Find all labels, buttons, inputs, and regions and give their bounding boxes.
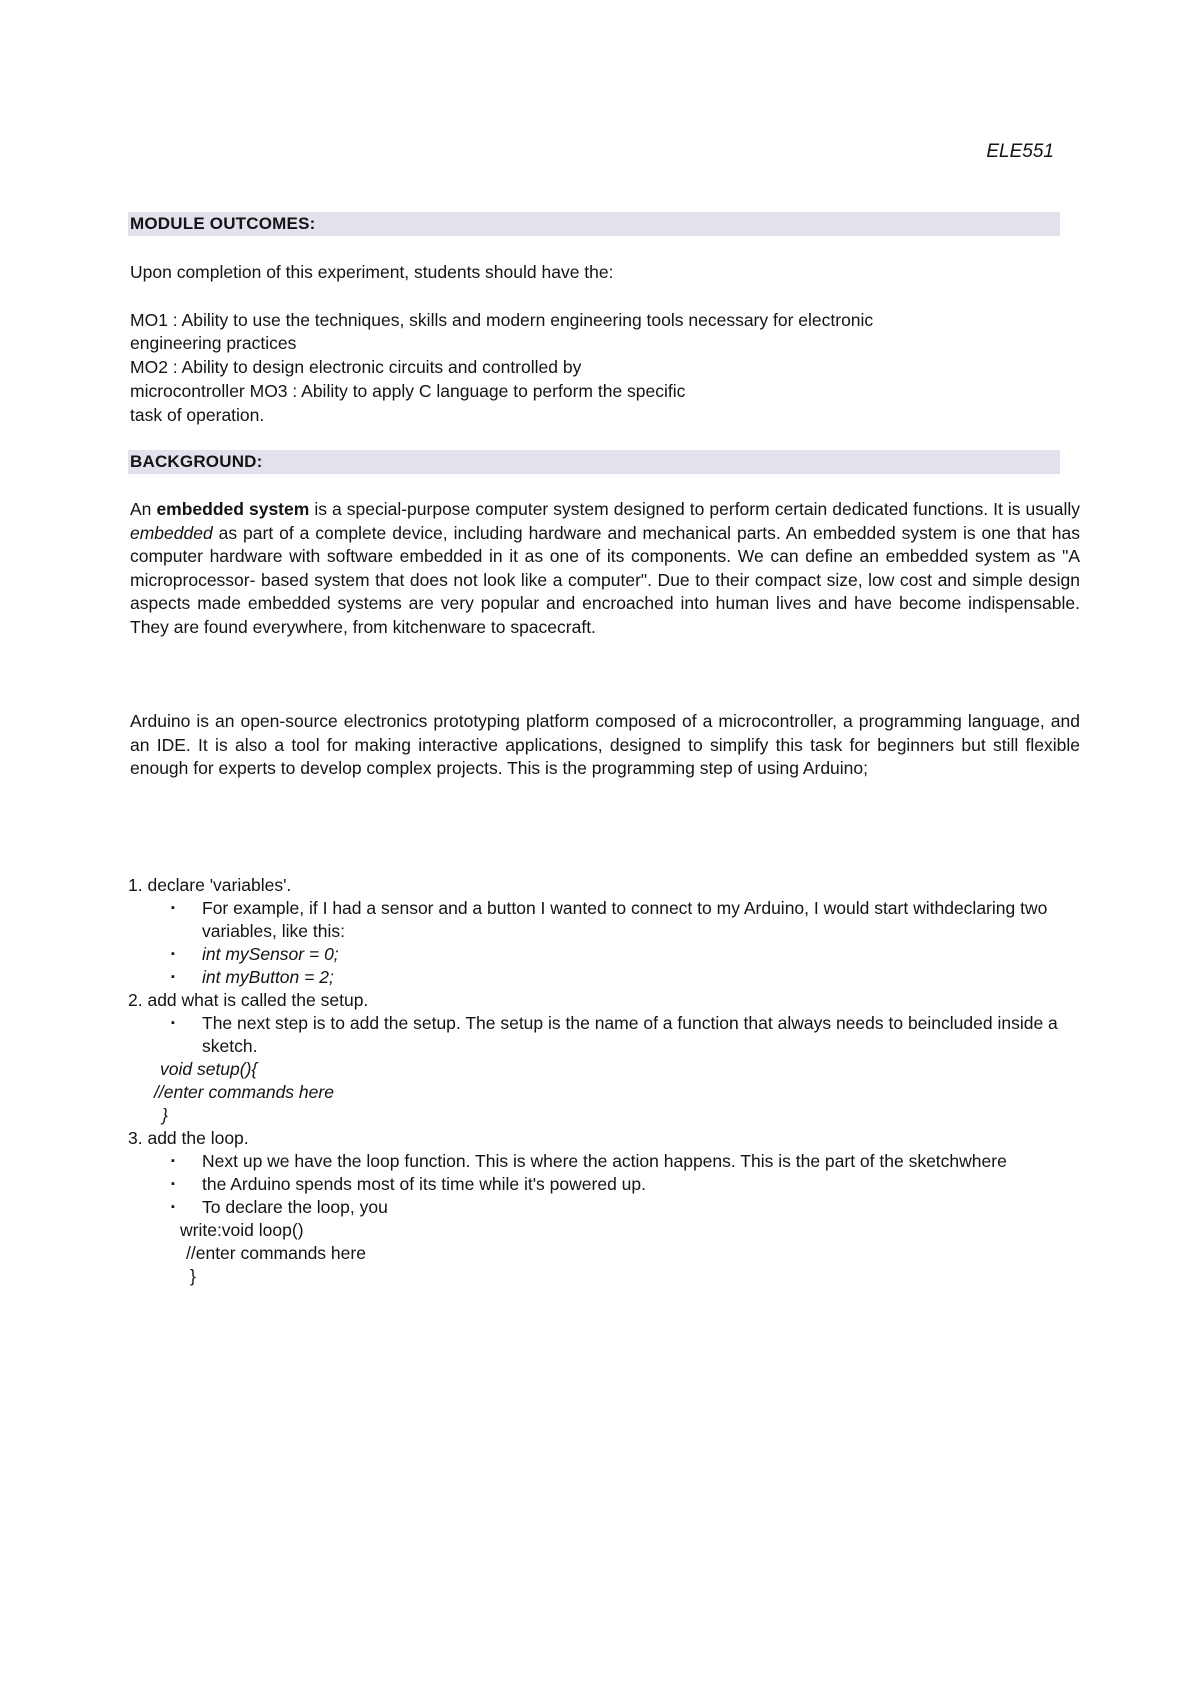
bullet-icon: ▪ [171, 1201, 175, 1213]
list-item: ▪ The next step is to add the setup. The setup is the name of a function that always needs to beincluded inside a sketch. [128, 1012, 1078, 1058]
programming-steps [128, 874, 1078, 1288]
code-line: write:void loop() [180, 1220, 304, 1240]
module-outcomes-intro: Upon completion of this experiment, students should have the: [130, 262, 614, 282]
bullet-icon: ▪ [171, 971, 175, 983]
outcome-line: microcontroller MO3 : Ability to apply C language to perform the specific [130, 381, 686, 401]
outcome-line: MO2 : Ability to design electronic circuits and controlled by [130, 357, 582, 377]
step-1-title: 1. declare 'variables'. [128, 875, 292, 895]
document-code: ELE551 [986, 141, 1054, 162]
embedded-term: embedded [130, 522, 213, 543]
module-outcomes-heading: MODULE OUTCOMES: [130, 214, 316, 233]
background-paragraph-2: Arduino is an open-source electronics prototyping platform composed of a microcontroller, a programming language, and an IDE. It is also a tool for making interactive applications, designed to simplify this task for beginners but still flexible enough for experts to develop complex projects. This is the programming step of using Arduino; [130, 711, 1080, 778]
code-line: } [190, 1266, 196, 1286]
list-item: ▪ Next up we have the loop function. This is where the action happens. This is the part of the sketchwhere [128, 1150, 1078, 1173]
outcome-line: engineering practices [130, 333, 297, 353]
outcome-line: task of operation. [130, 405, 265, 425]
bullet-icon: ▪ [171, 1178, 175, 1190]
code-line: } [162, 1105, 168, 1125]
list-item: ▪ the Arduino spends most of its time while it's powered up. [128, 1173, 1078, 1196]
step-2-title: 2. add what is called the setup. [128, 990, 369, 1010]
bullet-icon: ▪ [171, 1155, 175, 1167]
list-item: ▪ int mySensor = 0; [128, 943, 1078, 966]
code-line: //enter commands here [186, 1243, 366, 1263]
code-line: void setup(){ [160, 1059, 258, 1079]
list-item: ▪ For example, if I had a sensor and a button I wanted to connect to my Arduino, I would start withdeclaring two variables, like this: [128, 897, 1078, 943]
list-item: ▪ To declare the loop, you [128, 1196, 1078, 1219]
code-line: //enter commands here [154, 1082, 334, 1102]
step-3-title: 3. add the loop. [128, 1128, 249, 1148]
bullet-icon: ▪ [171, 902, 175, 914]
background-paragraph-1: An embedded system is a special-purpose computer system designed to perform certain dedicated functions. It is usually embedded as part of a complete device, including hardware and mechanical parts. An embedded system is one that has computer hardware with software embedded in it as one of its components. We can define an embedded system as "A microprocessor- based system that does not look like a computer". Due to their compact size, low cost and simple design aspects made embedded systems are very popular and encroached into human lives and have become indispensable. They are found everywhere, from kitchenware to spacecraft. [130, 499, 1080, 637]
background-heading: BACKGROUND: [130, 452, 263, 471]
module-outcomes-heading-bar [128, 212, 1060, 236]
outcome-line: MO1 : Ability to use the techniques, skills and modern engineering tools necessary for electronic [130, 310, 874, 330]
embedded-system-term: embedded system [156, 499, 310, 519]
list-item: ▪ int myButton = 2; [128, 966, 1078, 989]
bullet-icon: ▪ [171, 1017, 175, 1029]
bullet-icon: ▪ [171, 948, 175, 960]
background-heading-bar [128, 450, 1060, 474]
